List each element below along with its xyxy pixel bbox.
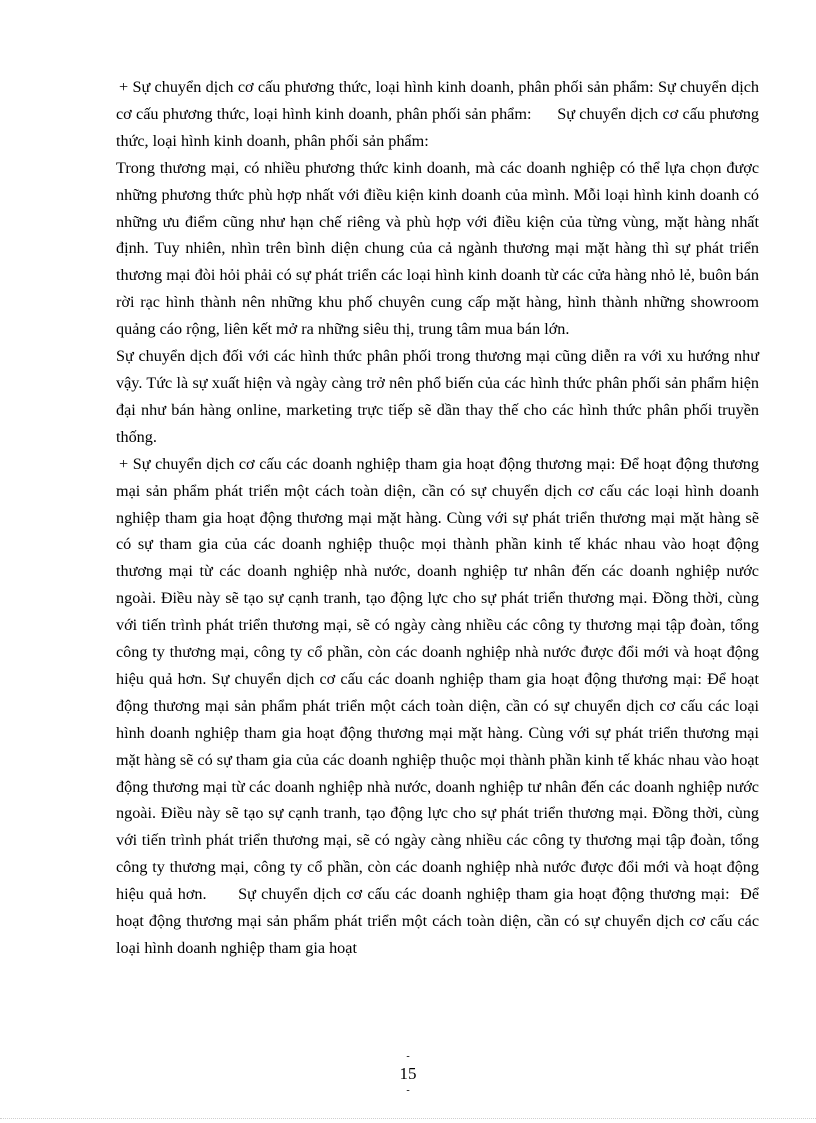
footer-dash-top: - (406, 1051, 410, 1062)
paragraph-doanh-nghiep: + Sự chuyển dịch cơ cấu các doanh nghiệp tham gia hoạt động thương mại: Để hoạt động thương mại sản phẩm phát triển một cách toàn diện, cần có sự chuyển dịch cơ cấu các loại hình doanh nghiệp tham gia hoạt động thương mại mặt hàng. Cùng với sự phát triển thương mại mặt hàng sẽ có sự tham gia của các doanh nghiệp thuộc mọi thành phần kinh tế khác nhau vào hoạt động thương mại từ các doanh nghiệp nhà nước, doanh nghiệp tư nhân đến các doanh nghiệp nước ngoài. Điều này sẽ tạo sự cạnh tranh, tạo động lực cho sự phát triển thương mại. Đồng thời, cùng với tiến trình phát triển thương mại, sẽ có ngày càng nhiều các công ty thương mại tập đoàn, tổng công ty thương mại, công ty cổ phần, còn các doanh nghiệp nhà nước được đổi mới và hoạt động hiệu quả hơn. Sự chuyển dịch cơ cấu các doanh nghiệp tham gia hoạt động thương mại: Để hoạt động thương mại sản phẩm phát triển một cách toàn diện, cần có sự chuyển dịch cơ cấu các loại hình doanh nghiệp tham gia hoạt động thương mại mặt hàng. Cùng với sự phát triển thương mại mặt hàng sẽ có sự tham gia của các doanh nghiệp thuộc mọi thành phần kinh tế khác nhau vào hoạt động thương mại từ các doanh nghiệp nhà nước, doanh nghiệp tư nhân đến các doanh nghiệp nước ngoài. Điều này sẽ tạo sự cạnh tranh, tạo động lực cho sự phát triển thương mại. Đồng thời, cùng với tiến trình phát triển thương mại, sẽ có ngày càng nhiều các công ty thương mại tập đoàn, tổng công ty thương mại, công ty cổ phần, còn các doanh nghiệp nhà nước được đổi mới và hoạt động hiệu quả hơn. Sự chuyển dịch cơ cấu các doanh nghiệp tham gia hoạt động thương mại: Để hoạt động thương mại sản phẩm phát triển một cách toàn diện, cần có sự chuyển dịch cơ cấu các loại hình doanh nghiệp tham gia hoạt (116, 454, 764, 957)
page-bottom-border (0, 1118, 816, 1119)
paragraph-phuong-thuc: + Sự chuyển dịch cơ cấu phương thức, loại hình kinh doanh, phân phối sản phẩm: Sự chuyển dịch cơ cấu phương thức, loại hình kinh doanh, phân phối sản phẩm: Sự chuyển dịch cơ cấu phương thức, loại hình kinh doanh, phân phối sản phẩm: (116, 78, 764, 150)
footer-dash-bottom: - (406, 1085, 410, 1096)
page-footer (0, 1052, 816, 1096)
paragraph-hinh-thuc-phan-phoi: Sự chuyển dịch đối với các hình thức phân phối trong thương mại cũng diễn ra với xu hướng như vậy. Tức là sự xuất hiện và ngày càng trở nên phổ biến của các hình thức phân phối sản phẩm hiện đại như bán hàng online, marketing trực tiếp sẽ dần thay thế cho các hình thức phân phối truyền thống. (116, 347, 759, 446)
document-body (116, 74, 764, 962)
page-number: 15 (399, 1064, 417, 1083)
paragraph-trong-thuong-mai: Trong thương mại, có nhiều phương thức kinh doanh, mà các doanh nghiệp có thể lựa chọn được những phương thức phù hợp nhất với điều kiện kinh doanh của mình. Mỗi loại hình kinh doanh có những ưu điểm cũng như hạn chế riêng và phù hợp với điều kiện của từng vùng, mặt hàng nhất định. Tuy nhiên, nhìn trên bình diện chung của cả ngành thương mại mặt hàng thì sự phát triển thương mại đòi hỏi phải có sự phát triển các loại hình kinh doanh từ các cửa hàng nhỏ lẻ, buôn bán rời rạc hình thành nên những khu phố chuyên cung cấp mặt hàng, hình thành những showroom quảng cáo rộng, liên kết mở ra những siêu thị, trung tâm mua bán lớn. (116, 158, 759, 339)
